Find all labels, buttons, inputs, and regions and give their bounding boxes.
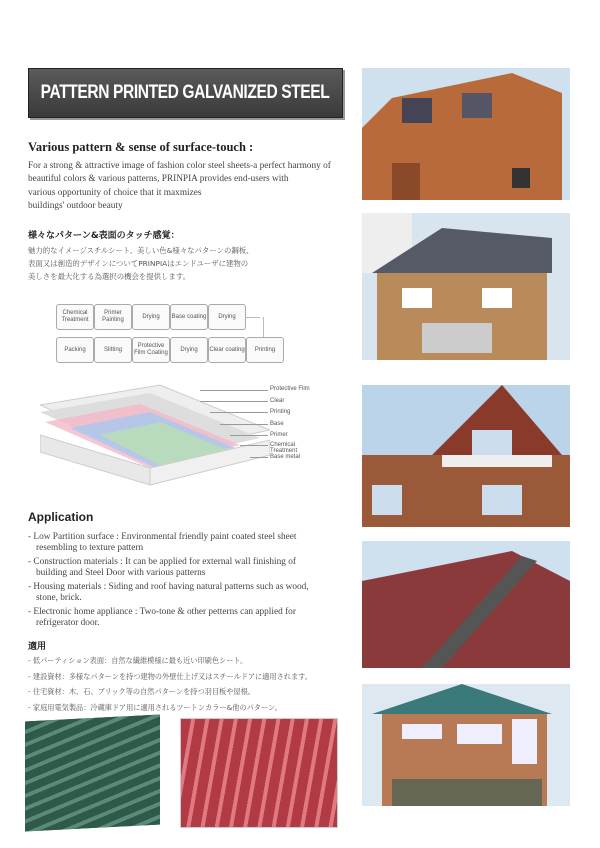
layer-label: Clear (270, 398, 285, 404)
red-roof-tile-sample-image (180, 718, 338, 828)
process-step: Base coating (170, 304, 208, 330)
application-jp-heading: 適用 (28, 642, 47, 652)
process-step: Drying (208, 304, 246, 330)
page-title: PATTERN PRINTED GALVANIZED STEEL (41, 82, 330, 103)
intro-jp-line: 魅力的なイメージスチルシート、美しい色&様々なパターンの鋼板、 (28, 245, 254, 255)
process-step: Drying (170, 337, 208, 363)
layer-label: Chemical Treatment (270, 442, 298, 454)
layer-diagram (40, 380, 270, 495)
application-item: - Low Partition surface : Environmental friendly paint coated steel sheet resembling to texture pattern (28, 532, 297, 553)
intro-jp-line: 美しさを最大化する為選択の機会を提供します。 (28, 271, 191, 281)
process-step: Primer Painting (94, 304, 132, 330)
intro-heading: Various pattern & sense of surface-touch : (28, 140, 254, 154)
two-story-house-photo (362, 684, 570, 806)
application-jp-item: - 家庭用電気製品：冷蔵庫ドア用に適用されるツートンカラー&他のパターン。 (28, 702, 282, 712)
layer-label: Protective Film (270, 386, 310, 392)
intro-line: various opportunity of choice that it maxmizes (28, 187, 202, 198)
application-jp-item: - 低パーティション表面：自然な繊維模様に最も近い印刷色シート。 (28, 656, 248, 665)
green-roof-tile-sample-image (25, 714, 160, 831)
brick-house-photo (362, 213, 570, 360)
intro-jp-text (28, 244, 348, 283)
intro-jp-line: 表面又は創造的デザインについてPRINPIAはエンドユーザに建物の (28, 258, 249, 268)
application-jp-item: - 住宅資材：木、石、ブリック等の自然パターンを持つ羽目板や屋根。 (28, 687, 255, 696)
intro-line: buildings' outdoor beauty (28, 201, 123, 212)
process-step: Drying (132, 304, 170, 330)
process-step: Clear coating (208, 337, 246, 363)
log-house-photo (362, 385, 570, 527)
application-jp-item: - 建設資材：多様なパターンを持つ建物の外壁仕上げ又はスチールドアに適用されます。 (28, 671, 312, 681)
process-step: Printing (246, 337, 284, 363)
intro-jp-heading: 様々なパターン&表面のタッチ感覚： (28, 230, 180, 241)
red-tile-roof-photo (362, 541, 570, 668)
layer-label: Base (270, 421, 284, 427)
process-step: Slitting (94, 337, 132, 363)
application-item: - Electronic home appliance : Two-tone & other petterns can applied for refrigerator door. (28, 607, 296, 628)
layer-label: Primer (270, 432, 288, 438)
layer-label: Printing (270, 409, 291, 415)
application-heading: Application (28, 510, 94, 524)
title-banner (28, 68, 343, 118)
application-item: - Construction materials : It can be applied for external wall finishing of building and Steel Door with various patterns (28, 557, 296, 578)
process-step: Protective Film Coating (132, 337, 170, 363)
process-step: Chemical Treatment (56, 304, 94, 330)
wood-siding-house-photo (362, 68, 570, 200)
layer-label: Base metal (270, 454, 301, 460)
intro-line: beautiful colors & various patterns, PRINPIA provides end-users with (28, 174, 289, 185)
application-section (28, 510, 328, 717)
process-step: Packing (56, 337, 94, 363)
intro-line: For a strong & attractive image of fashion color steel sheets-a perfect harmony of (28, 161, 331, 171)
application-item: - Housing materials : Siding and roof having natural patterns such as wood, stone, brick. (28, 582, 309, 603)
intro-text (28, 160, 348, 214)
intro-section (28, 140, 348, 283)
